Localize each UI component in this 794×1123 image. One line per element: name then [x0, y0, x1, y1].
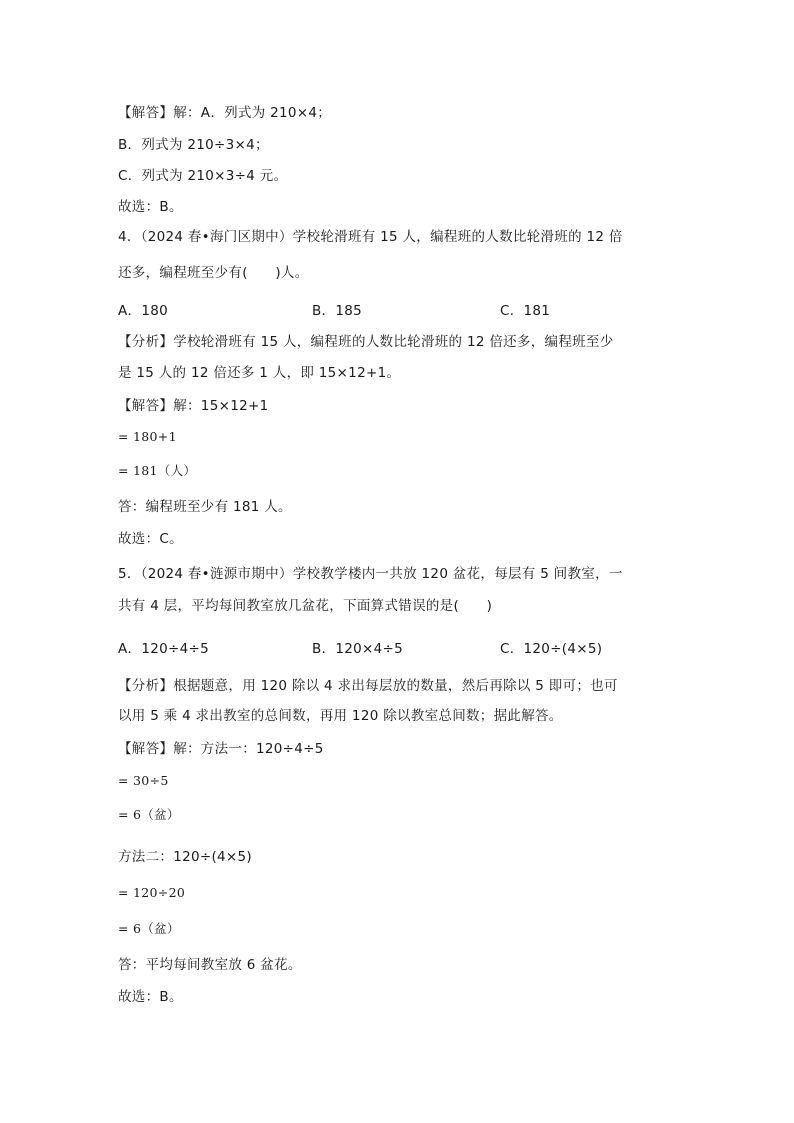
- q5-method1-line1: 【解答】解：方法一：120÷4÷5: [118, 741, 324, 757]
- q5-method1-line2: = 30÷5: [118, 773, 169, 788]
- q3-answer-line-c: C．列式为 210×3÷4 元。: [118, 168, 288, 184]
- q4-stem-line1: 4．（2024 春•海门区期中）学校轮滑班有 15 人，编程班的人数比轮滑班的 12 倍: [118, 229, 623, 245]
- q4-option-b: B．185: [312, 303, 363, 319]
- q5-analysis-line2: 以用 5 乘 4 求出教室的总间数，再用 120 除以教室总间数；据此解答。: [118, 708, 563, 724]
- q5-analysis-line1: 【分析】根据题意，用 120 除以 4 求出每层放的数量，然后再除以 5 即可；也可: [118, 678, 618, 694]
- q5-option-a: A．120÷4÷5: [118, 641, 210, 657]
- q5-option-c: C．120÷(4×5): [500, 641, 603, 657]
- q4-solution-line3: = 181（人）: [118, 463, 197, 478]
- q4-solution-line1: 【解答】解：15×12+1: [118, 398, 269, 414]
- q4-answer-statement: 答：编程班至少有 181 人。: [118, 499, 292, 515]
- q5-choice: 故选：B。: [118, 989, 183, 1005]
- q4-option-a: A．180: [118, 303, 169, 319]
- q3-choice: 故选：B。: [118, 199, 183, 215]
- q5-method2-line3: = 6（盆）: [118, 921, 180, 936]
- q5-method2-line1: 方法二：120÷(4×5): [118, 849, 253, 865]
- q5-stem-line1: 5．（2024 春•涟源市期中）学校教学楼内一共放 120 盆花，每层有 5 间教室，一: [118, 566, 623, 582]
- q4-analysis-line2: 是 15 人的 12 倍还多 1 人，即 15×12+1。: [118, 365, 401, 381]
- q4-option-c: C．181: [500, 303, 551, 319]
- q3-answer-line-a: 【解答】解：A．列式为 210×4；: [118, 105, 332, 121]
- q3-answer-line-b: B．列式为 210÷3×4；: [118, 137, 269, 153]
- q4-stem-line2: 还多，编程班至少有( )人。: [118, 265, 309, 281]
- q4-analysis-line1: 【分析】学校轮滑班有 15 人，编程班的人数比轮滑班的 12 倍还多，编程班至少: [118, 334, 614, 350]
- q5-method1-line3: = 6（盆）: [118, 807, 180, 822]
- q4-solution-line2: = 180+1: [118, 429, 177, 444]
- q5-stem-line2: 共有 4 层，平均每间教室放几盆花，下面算式错误的是( ): [118, 598, 493, 614]
- q5-answer-statement: 答：平均每间教室放 6 盆花。: [118, 957, 302, 973]
- q4-choice: 故选：C。: [118, 531, 183, 547]
- q5-option-b: B．120×4÷5: [312, 641, 404, 657]
- q5-method2-line2: = 120÷20: [118, 885, 186, 900]
